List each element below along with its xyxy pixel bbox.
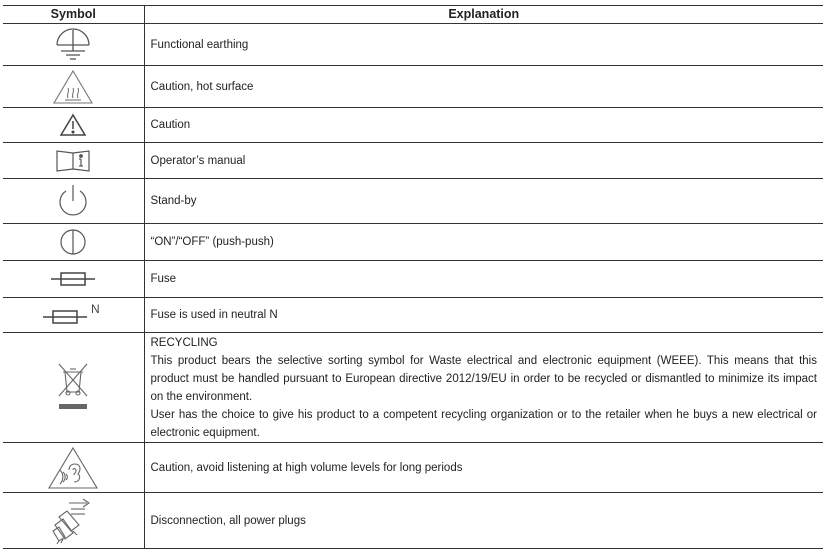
functional-earthing-icon	[3, 28, 144, 62]
symbol-cell	[3, 108, 144, 143]
stand-by-icon	[3, 183, 144, 219]
table-row	[3, 298, 823, 333]
symbol-cell	[3, 179, 144, 224]
explanation-cell: “ON”/“OFF” (push-push)	[144, 224, 823, 261]
push-push-icon	[3, 227, 144, 257]
explanation-cell: Fuse is used in neutral N	[144, 298, 823, 333]
recycling-title: RECYCLING	[150, 337, 218, 349]
hot-surface-icon	[3, 69, 144, 105]
symbol-column-header: Symbol	[3, 6, 144, 24]
disconnect-plugs-icon	[3, 497, 144, 545]
table-row	[3, 66, 823, 108]
operators-manual-icon	[3, 148, 144, 174]
symbol-cell	[3, 143, 144, 179]
table-row	[3, 24, 823, 66]
explanation-cell: Caution, avoid listening at high volume levels for long periods	[144, 443, 823, 493]
symbols-table	[3, 5, 823, 549]
explanation-cell	[144, 333, 823, 443]
table-row	[3, 333, 823, 443]
recycling-paragraph: This product bears the selective sorting symbol for Waste electrical and electronic equipment (WEEE). This means that this product must be handled pursuant to European directive 2012/19/EU in order to be recycled or dismantled to minimize its impact on the environment.	[150, 355, 817, 403]
symbol-cell	[3, 298, 144, 333]
table-row	[3, 108, 823, 143]
symbol-cell	[3, 493, 144, 549]
explanation-cell: Operator’s manual	[144, 143, 823, 179]
explanation-cell: Fuse	[144, 261, 823, 298]
fuse-icon	[3, 270, 144, 288]
explanation-column-header: Explanation	[144, 6, 823, 24]
explanation-cell: Caution	[144, 108, 823, 143]
symbol-cell	[3, 224, 144, 261]
explanation-cell: Functional earthing	[144, 24, 823, 66]
caution-icon	[3, 113, 144, 137]
table-row	[3, 143, 823, 179]
table-row	[3, 224, 823, 261]
table-row	[3, 493, 823, 549]
table-row	[3, 443, 823, 493]
explanation-cell: Caution, hot surface	[144, 66, 823, 108]
table-row	[3, 261, 823, 298]
table-row	[3, 179, 823, 224]
recycling-paragraph: User has the choice to give his product to a competent recycling organization or to the retailer when he buys a new electrical or electronic equipment.	[150, 409, 817, 439]
symbol-cell	[3, 333, 144, 443]
neutral-letter: N	[91, 302, 100, 316]
symbol-cell	[3, 443, 144, 493]
table-header-row	[3, 6, 823, 24]
explanation-cell: Disconnection, all power plugs	[144, 493, 823, 549]
symbol-cell	[3, 261, 144, 298]
explanation-cell: Stand-by	[144, 179, 823, 224]
symbol-cell	[3, 66, 144, 108]
hearing-caution-icon	[3, 446, 144, 490]
weee-recycling-icon	[3, 362, 144, 414]
fuse-neutral-icon	[3, 302, 144, 328]
symbol-cell	[3, 24, 144, 66]
